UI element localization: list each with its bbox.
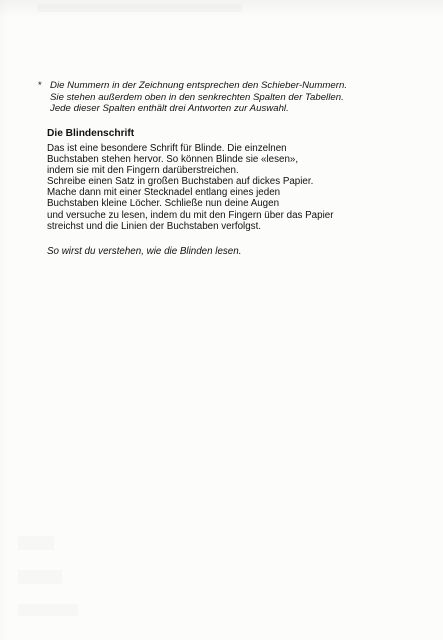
body-line: indem sie mit den Fingern darüberstreichen. — [47, 165, 239, 177]
footnote-line: Die Nummern in der Zeichnung entsprechen den Schieber-Nummern. — [50, 80, 348, 91]
footnote-line: Jede dieser Spalten enthält drei Antworten zur Auswahl. — [50, 103, 289, 115]
bleed-through-mark-top — [37, 4, 242, 12]
bleed-through-mark-left-1 — [18, 536, 54, 550]
footnote-line: Sie stehen außerdem oben in den senkrechten Spalten der Tabellen. — [50, 91, 344, 103]
body-line: Buchstaben stehen hervor. So können Blinde sie «lesen», — [47, 154, 299, 166]
braille-section — [47, 128, 407, 232]
footnote-marker: * — [38, 80, 42, 91]
body-line: Mache dann mit einer Stecknadel entlang eines jeden — [47, 187, 281, 199]
body-line: Schreibe einen Satz in großen Buchstaben auf dickes Papier. — [47, 176, 314, 188]
closing-sentence: So wirst du verstehen, wie die Blinden lesen. — [47, 246, 242, 257]
body-line: Buchstaben kleine Löcher. Schließe nun deine Augen — [47, 198, 280, 210]
bleed-through-mark-left-2 — [18, 570, 62, 584]
body-line: streichst und die Linien der Buchstaben verfolgst. — [47, 220, 262, 232]
body-line: Das ist eine besondere Schrift für Blinde. Die einzelnen — [47, 143, 287, 154]
bleed-through-mark-left-3 — [18, 604, 78, 616]
body-line: und versuche zu lesen, indem du mit den Fingern über das Papier — [47, 209, 334, 221]
footnote — [38, 80, 408, 115]
section-title: Die Blindenschrift — [47, 128, 135, 139]
